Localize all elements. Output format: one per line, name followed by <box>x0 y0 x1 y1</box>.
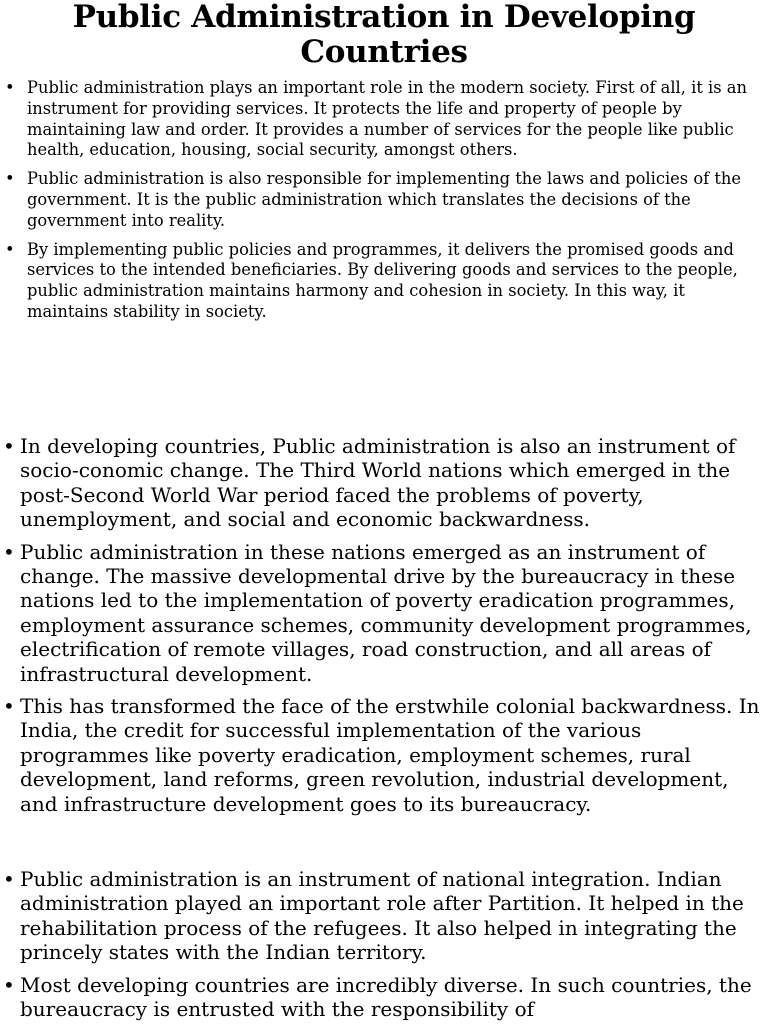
list-item-text: Public administration is also responsible for implementing the laws and policies of the government. It is the public administration which translates the decisions of the government into reality. <box>27 169 742 230</box>
bullet-icon: • <box>5 78 15 97</box>
list-item <box>0 540 762 686</box>
list-item-text: Public administration plays an important role in the modern society. First of all, it is an instrument for providing services. It protects the life and property of people by maintaining law and order. It provides a number of services for the people like public health, education, housing, social security, amongst others. <box>27 78 747 160</box>
list-item <box>0 169 760 231</box>
list-item <box>0 78 760 161</box>
list-item-text: Public administration is an instrument of national integration. Indian administration played an important role after Partition. It helped in the rehabilitation process of the refugees. It also helped in integrating the princely states with the Indian territory. <box>20 867 744 965</box>
list-item <box>0 973 762 1022</box>
bullet-icon: • <box>3 539 15 564</box>
list-item-text: In developing countries, Public administration is also an instrument of socio-conomic change. The Third World nations which emerged in the post-Second World War period faced the problems of poverty, unemployment, and social and economic backwardness. <box>20 434 736 532</box>
list-item <box>0 694 762 816</box>
list-item <box>0 867 762 965</box>
list-item-text: Most developing countries are incredibly diverse. In such countries, the bureaucracy is entrusted with the responsibility of <box>20 972 752 1022</box>
list-item <box>0 434 762 532</box>
bullet-icon: • <box>3 694 15 719</box>
page-title: Public Administration in Developing Countries <box>72 0 696 70</box>
list-item-text: By implementing public policies and programmes, it delivers the promised goods and services to the intended beneficiaries. By delivering goods and services to the people, public administration maintains harmony and cohesion in society. In this way, it maintains stability in society. <box>27 239 738 321</box>
integration-bullet-list <box>0 867 762 1029</box>
bullet-icon: • <box>5 169 15 189</box>
bullet-icon: • <box>3 867 15 891</box>
development-bullet-list <box>0 434 762 824</box>
bullet-icon: • <box>3 434 15 458</box>
list-item-text: Public administration in these nations emerged as an instrument of change. The massive developmental drive by the bureaucracy in these nations led to the implementation of poverty eradication programmes, employment assurance schemes, community development programmes, electrification of remote villages, road construction, and all areas of infrastructural development. <box>20 539 752 686</box>
list-item-text: This has transformed the face of the erstwhile colonial backwardness. In India, the credit for successful implementation of the various programmes like poverty eradication, employment schemes, rural development, land reforms, green revolution, industrial development, and infrastructure development goes to its bureaucracy. <box>20 694 760 816</box>
bullet-icon: • <box>3 972 15 997</box>
list-item <box>0 240 760 323</box>
intro-bullet-list <box>0 78 760 331</box>
bullet-icon: • <box>5 239 15 259</box>
